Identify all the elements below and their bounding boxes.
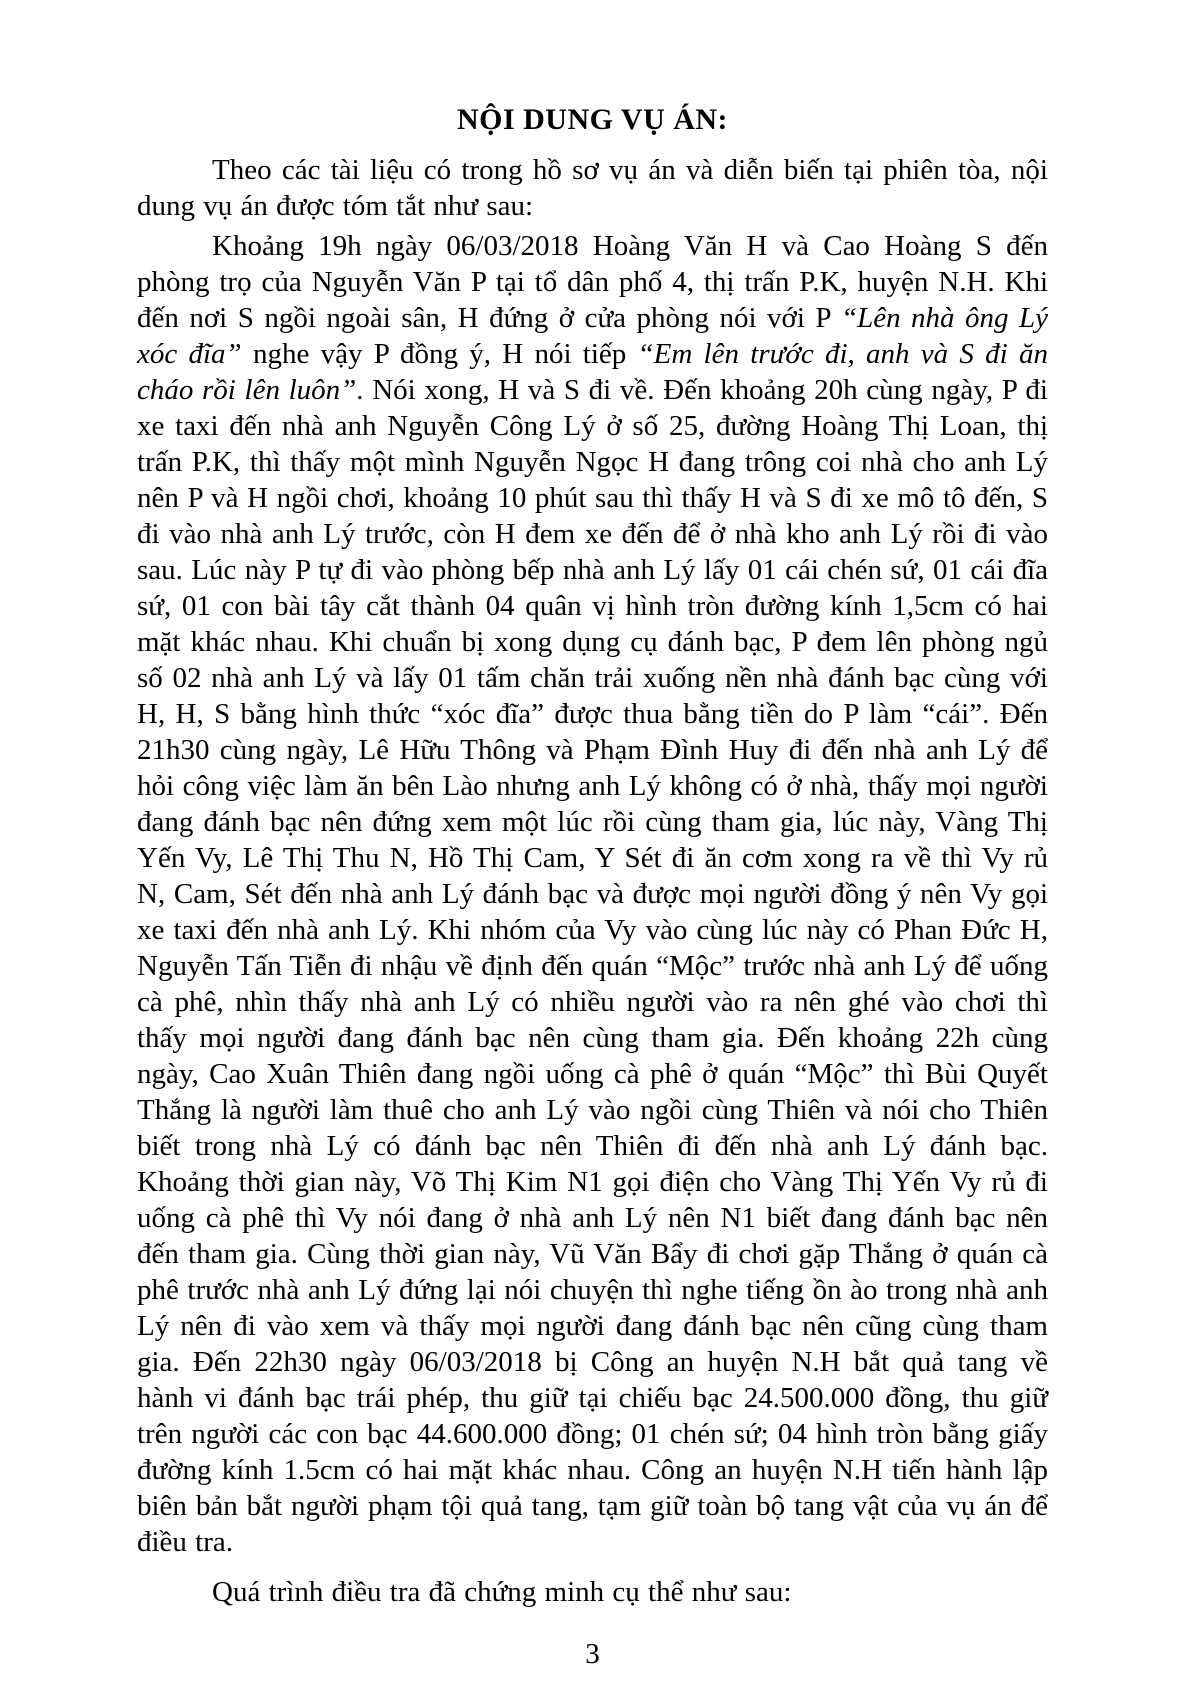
closing-paragraph: Quá trình điều tra đã chứng minh cụ thể như sau: [212,1576,792,1608]
summary-text-2: nghe vậy P đồng ý, H nói tiếp [241,338,638,370]
intro-paragraph: Theo các tài liệu có trong hồ sơ vụ án và diễn biến tại phiên tòa, nội dung vụ án được tóm tắt như sau: [137,154,1048,222]
summary-text-3: . Nói xong, H và S đi về. Đến khoảng 20h cùng ngày, P đi xe taxi đến nhà anh Nguyễn Công Lý ở số 25, đường Hoàng Thị Loan, thị trấn P.K, thì thấy một mình Nguyễn Ngọc H đang trông coi nhà cho anh Lý nên P và H ngồi chơi, khoảng 10 phút sau thì thấy H và S đi xe mô tô đến, S đi vào nhà anh Lý trước, còn H đem xe đến để ở nhà kho anh Lý rồi đi vào sau. Lúc này P tự đi vào phòng bếp nhà anh Lý lấy 01 cái chén sứ, 01 cái đĩa sứ, 01 con bài tây cắt thành 04 quân vị hình tròn đường kính 1,5cm có hai mặt khác nhau. Khi chuẩn bị xong dụng cụ đánh bạc, P đem lên phòng ngủ số 02 nhà anh Lý và lấy 01 tấm chăn trải xuống nền nhà đánh bạc cùng với H, H, S bằng hình thức “xóc đĩa” được thua bằng tiền do P làm “cái”. Đến 21h30 cùng ngày, Lê Hữu Thông và Phạm Đình Huy đi đến nhà anh Lý để hỏi công việc làm ăn bên Lào nhưng anh Lý không có ở nhà, thấy mọi người đang đánh bạc nên đứng xem một lúc rồi cùng tham gia, lúc này, Vàng Thị Yến Vy, Lê Thị Thu N, Hồ Thị Cam, Y Sét đi ăn cơm xong ra về thì Vy rủ N, Cam, Sét đến nhà anh Lý đánh bạc và được mọi người đồng ý nên Vy gọi xe taxi đến nhà anh Lý. Khi nhóm của Vy vào cùng lúc này có Phan Đức H, Nguyễn Tấn Tiễn đi nhậu về định đến quán “Mộc” trước nhà anh Lý để uống cà phê, nhìn thấy nhà anh Lý có nhiều người vào ra nên ghé vào chơi thì thấy mọi người đang đánh bạc nên cùng tham gia. Đến khoảng 22h cùng ngày, Cao Xuân Thiên đang ngồi uống cà phê ở quán “Mộc” thì Bùi Quyết Thắng là người làm thuê cho anh Lý vào ngồi cùng Thiên và nói cho Thiên biết trong nhà Lý có đánh bạc nên Thiên đi đến nhà anh Lý đánh bạc. Khoảng thời gian này, Võ Thị Kim N1 gọi điện cho Vàng Thị Yến Vy rủ đi uống cà phê thì Vy nói đang ở nhà anh Lý nên N1 biết đang đánh bạc nên đến tham gia. Cùng thời gian này, Vũ Văn Bẩy đi chơi gặp Thắng ở quán cà phê trước nhà anh Lý đứng lại nói chuyện thì nghe tiếng ồn ào trong nhà anh Lý nên đi vào xem và thấy mọi người đang đánh bạc nên cũng cùng tham gia. Đến 22h30 ngày 06/03/2018 bị Công an huyện N.H bắt quả tang về hành vi đánh bạc trái phép, thu giữ tại chiếu bạc 24.500.000 đồng, thu giữ trên người các con bạc 44.600.000 đồng; 01 chén sứ; 04 hình tròn bằng giấy đường kính 1.5cm có hai mặt khác nhau. Công an huyện N.H tiến hành lập biên bản bắt người phạm tội quả tang, tạm giữ toàn bộ tang vật của vụ án để điều tra. [137,374,1048,1558]
summary-text-1: Khoảng 19h ngày 06/03/2018 Hoàng Văn H và Cao Hoàng S đến phòng trọ của Nguyễn Văn P tại tổ dân phố 4, thị trấn P.K, huyện N.H. Khi đến nơi S ngồi ngoài sân, H đứng ở cửa phòng nói với P [137,230,1048,334]
page-number: 3 [585,1638,600,1670]
document-title: NỘI DUNG VỤ ÁN: [456,103,729,136]
case-summary-paragraph [137,228,1048,1560]
quote-em-len-truoc: “Em lên trước đi, anh và S đi ăn cháo rồi lên luôn” [137,338,1048,406]
quote-len-nha-ong-ly: “Lên nhà ông Lý xóc đĩa” [137,302,1048,370]
